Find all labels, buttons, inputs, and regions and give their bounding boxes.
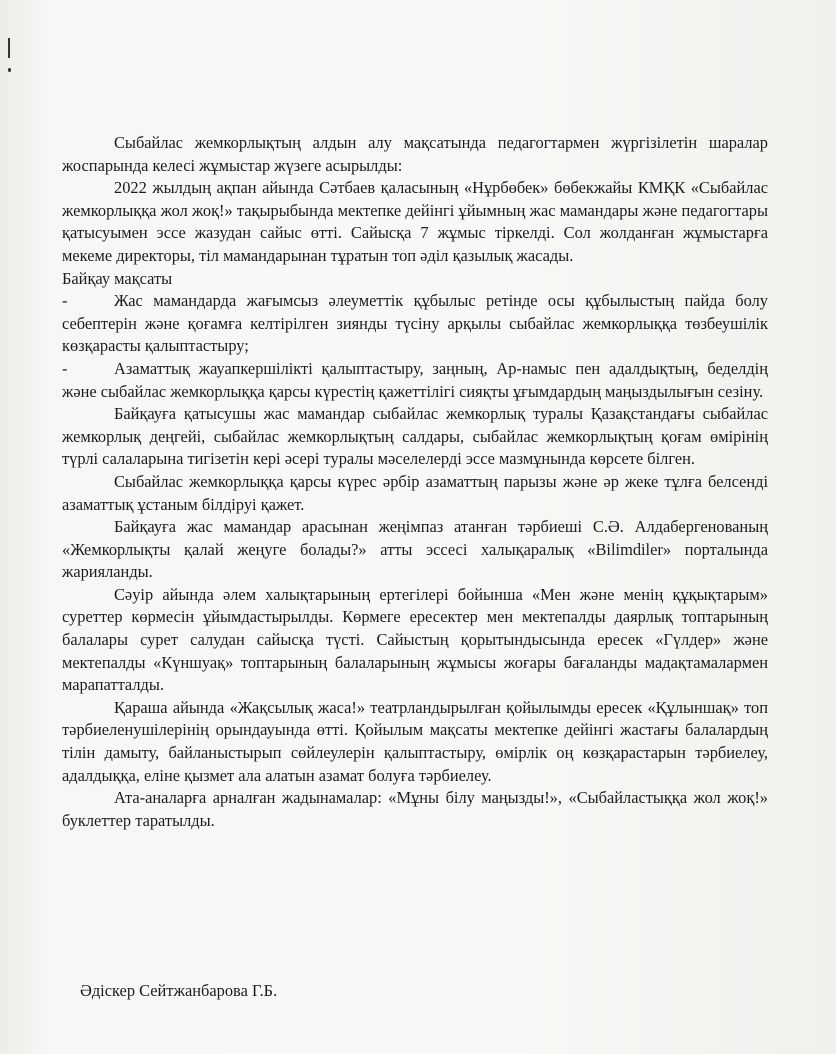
bullet-text: Жас мамандарда жағымсыз әлеуметтік құбылыс ретінде осы құбылыстың пайда болу себептерін және қоғамға келтірілген зиянды түсіну арқылы сыбайлас жемкорлыққа төзбеушілік көзқарасты қалыптастыру; (62, 291, 768, 356)
paragraph: Байқауға қатысушы жас мамандар сыбайлас жемкорлық туралы Қазақстандағы сыбайлас жемкорлық деңгейі, сыбайлас жемкорлықтың салдары, сыбайлас жемкорлықтың қоғам өмірінің түрлі салаларына тигізетін кері әсері туралы мәселелерді эссе мазмұнында көрсете білген. (62, 404, 768, 469)
paragraph: 2022 жылдың ақпан айында Сәтбаев қаласының «Нұрбөбек» бөбекжайы КМҚК «Сыбайлас жемкорлыққа жол жоқ!» тақырыбында мектепке дейінгі ұйымның жас мамандары және педагогтары қатысуымен эссе жазудан сайыс өтті. Сайысқа 7 жұмыс тіркелді. Сол жолданған жұмыстарға мекеме директоры, тіл мамандарынан тұратын топ әділ қазылық жасады. (62, 178, 768, 265)
paragraph: Байқауға жас мамандар арасынан жеңімпаз атанған тәрбиеші С.Ә. Алдабергенованың «Жемкорлықты қалай жеңуге болады?» атты эссесі халықаралық «Bilimdiler» порталында жарияланды. (62, 517, 768, 582)
scan-mark (8, 68, 11, 72)
signature-line: Әдіскер Сейтжанбарова Г.Б. (80, 981, 278, 1000)
bullet-text: Азаматтық жауапкершілікті қалыптастыру, заңның, Ар-намыс пен адалдықтың, беделдің және сыбайлас жемкорлыққа қарсы күрестің қажеттілігі сияқты ұғымдардың маңыздылығын сезіну. (62, 358, 768, 401)
paragraph: Сәуір айында әлем халықтарының ертегілері бойынша «Мен және менің құқықтарым» суреттер көрмесін ұйымдастырылды. Көрмеге ересектер мен мектепалды даярлық топтарының балалары сурет салудан сайысқа түсті. Сайыстың қорытындысында ересек «Гүлдер» және мектепалды «Күншуақ» топтарының балаларының жұмысы жоғары бағаланды мадақтамалармен марапатталды. (62, 584, 768, 695)
paragraph: Сыбайлас жемкорлықтың алдын алу мақсатында педагогтармен жүргізілетін шаралар жоспарында келесі жұмыстар жүзеге асырылды: (62, 133, 768, 175)
paragraph: Қараша айында «Жақсылық жаса!» театрландырылған қойылымды ересек «Құлыншақ» топ тәрбиеленушілерінің орындауында өтті. Қойылым мақсаты мектепке дейінгі жастағы балалардың тілін дамыту, байланыстырып сөйлеулерін қалыптастыру, өмірлік оң көзқарастарын тәрбиелеу, адалдыққа, еліне қызмет ала алатын азамат болуға тәрбиелеу. (62, 697, 768, 785)
paragraph: Ата-аналарға арналған жадынамалар: «Мұны білу маңызды!», «Сыбайластыққа жол жоқ!» буклеттер таратылды. (62, 788, 768, 830)
document-body (62, 132, 768, 832)
bullet-item: - Жас мамандарда жағымсыз әлеуметтік құбылыс ретінде осы құбылыстың пайда болу себептерін және қоғамға келтірілген зиянды түсіну арқылы сыбайлас жемкорлыққа төзбеушілік көзқарасты қалыптастыру; (62, 291, 768, 356)
bullet-item: - Азаматтық жауапкершілікті қалыптастыру, заңның, Ар-намыс пен адалдықтың, беделдің және сыбайлас жемкорлыққа қарсы күрестің қажеттілігі сияқты ұғымдардың маңыздылығын сезіну. (62, 358, 768, 401)
paragraph: Сыбайлас жемкорлыққа қарсы күрес әрбір азаматтың парызы және әр жеке тұлға белсенді азаматтық ұстаным білдіруі қажет. (62, 471, 768, 514)
scan-mark (8, 38, 10, 58)
section-heading: Байқау мақсаты (62, 268, 173, 288)
